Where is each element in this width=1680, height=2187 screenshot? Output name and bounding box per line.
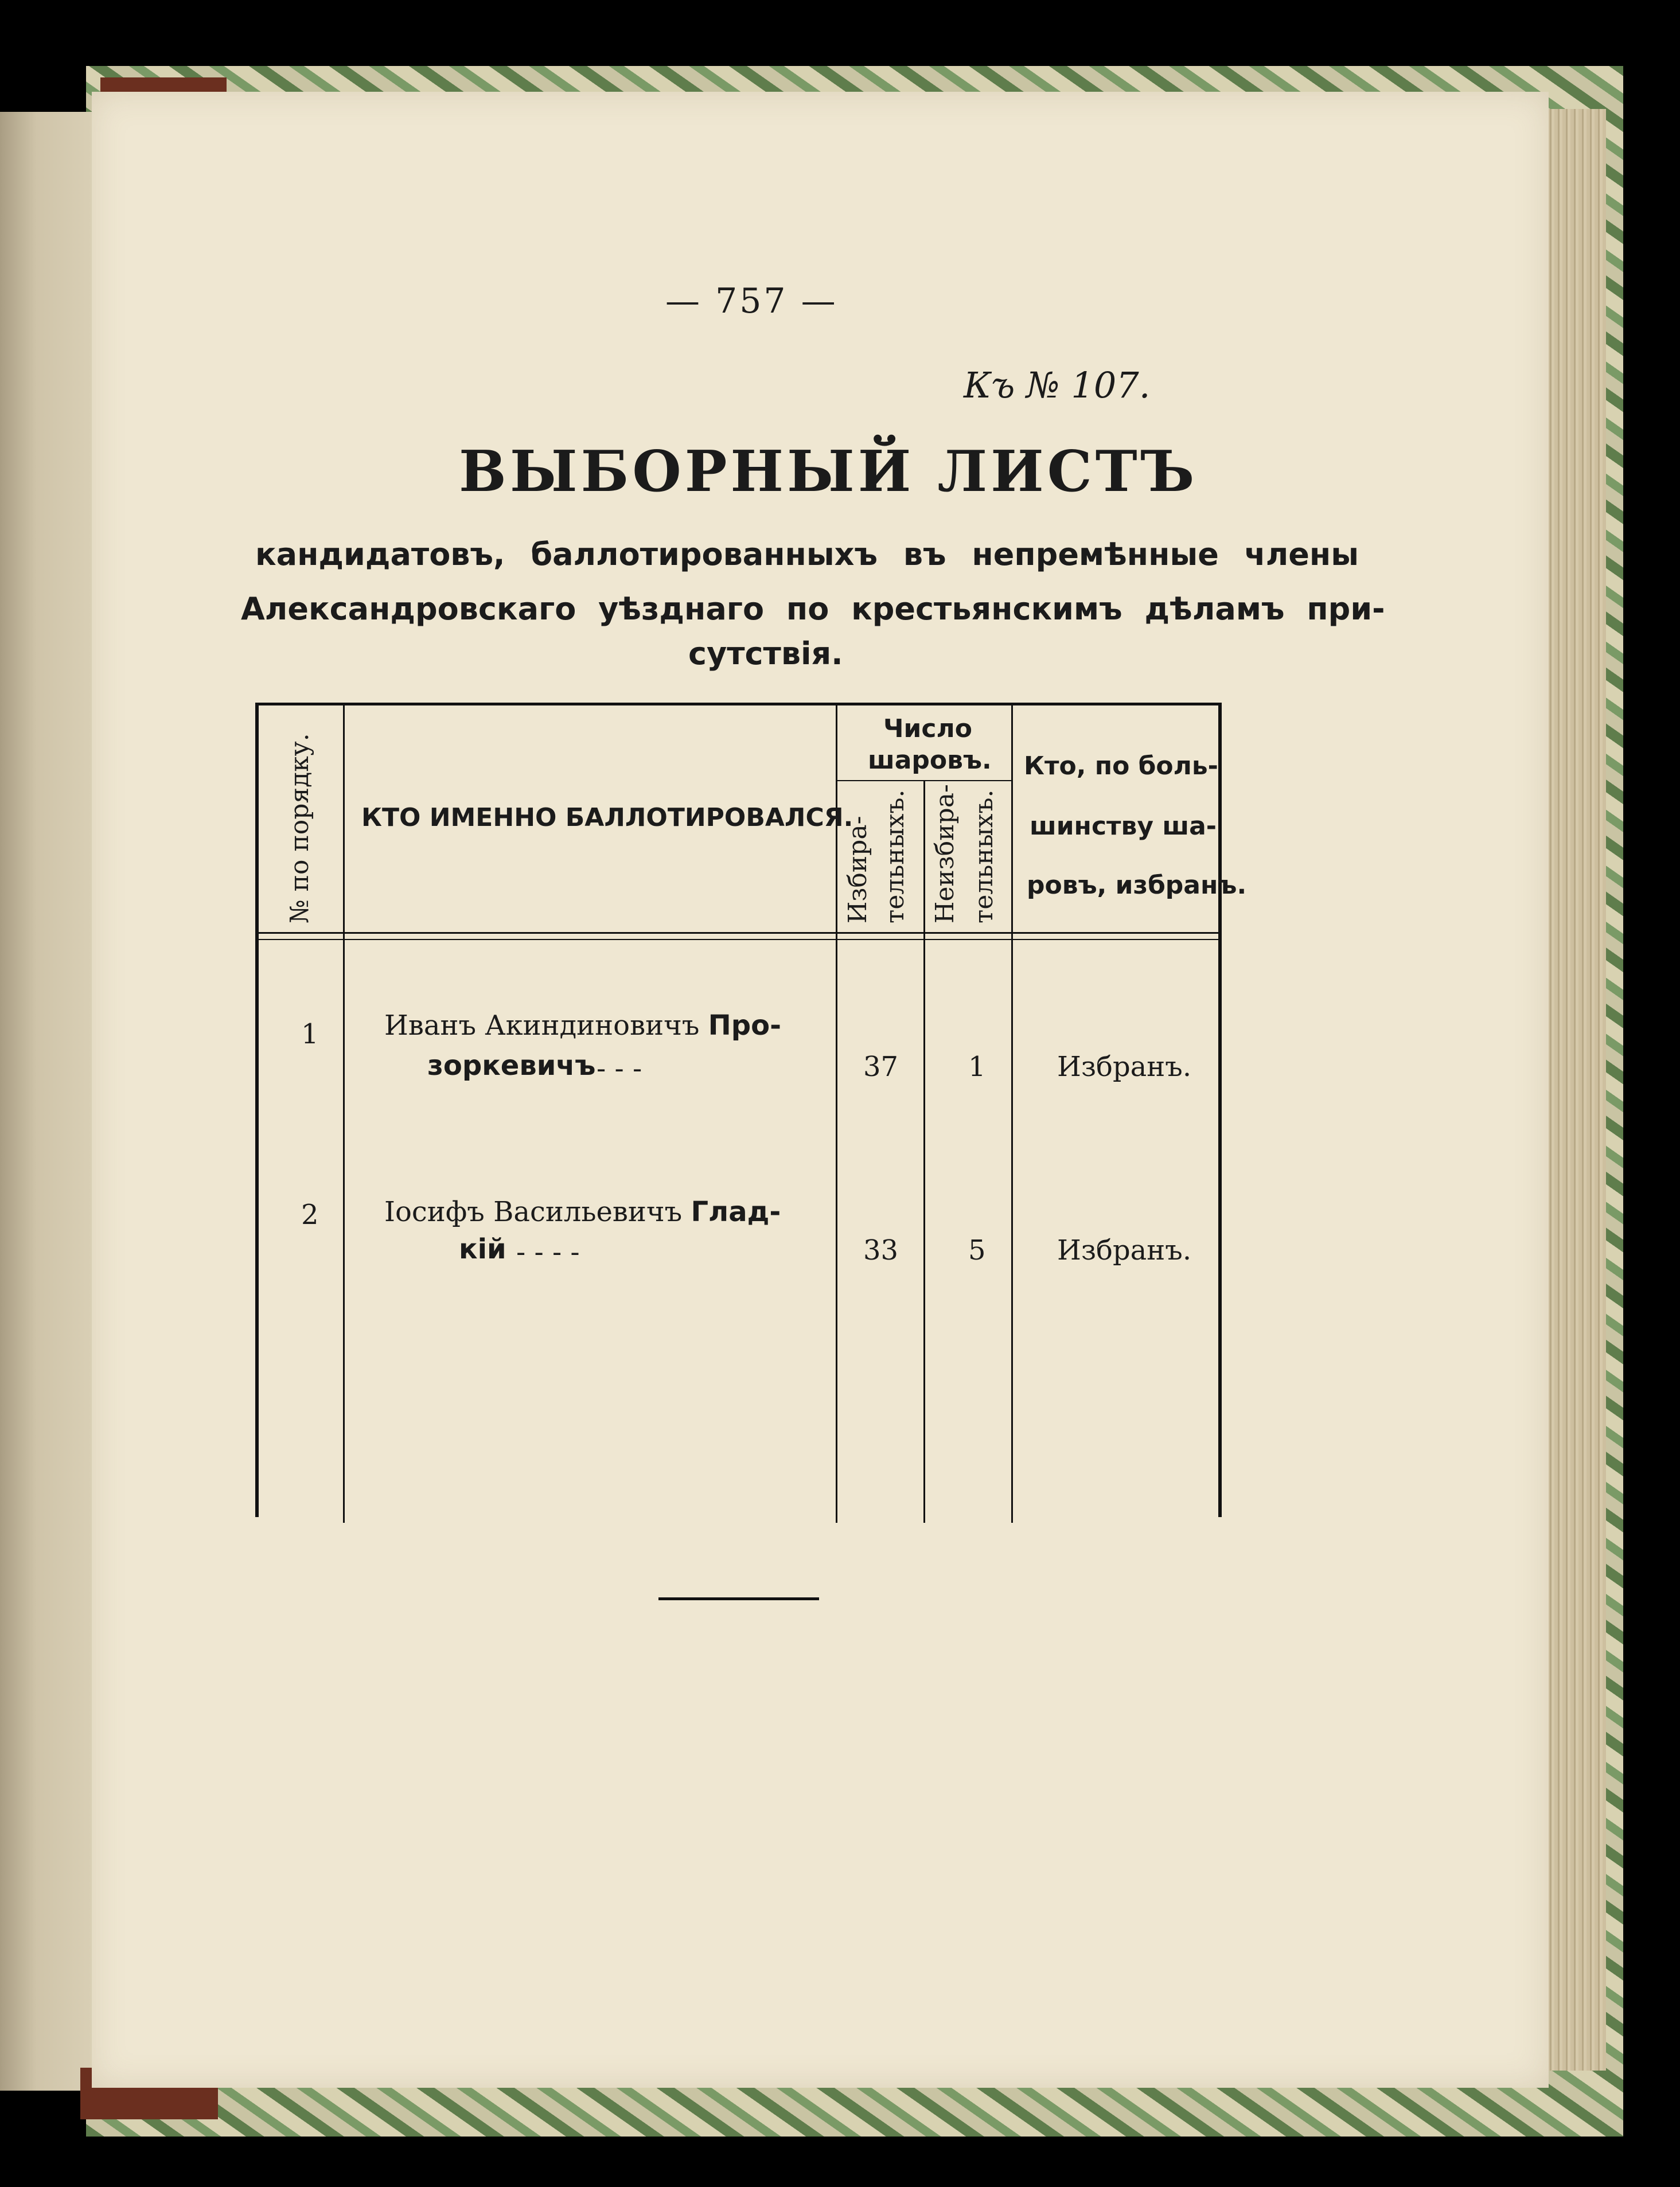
elective-balls: 33 xyxy=(863,1234,899,1266)
dash-leaders: - - - - xyxy=(516,1236,580,1268)
left-page-edge xyxy=(0,112,92,2091)
candidate-name-plain: Іосифъ Васильевичъ xyxy=(384,1196,683,1228)
document-page xyxy=(92,92,1549,2088)
document-title: ВЫБОРНЫЙ ЛИСТЪ xyxy=(459,439,1198,505)
header-nonelect-1: Неизбира- xyxy=(930,784,960,923)
row-number: 2 xyxy=(301,1199,319,1231)
col-divider-4 xyxy=(1011,703,1013,1523)
header-elect-1: Избира- xyxy=(843,816,872,923)
candidate-surname: кій xyxy=(459,1233,506,1265)
subtitle-line-2: Александровскаго уѣзднаго по крестьянскимъ дѣламъ при- xyxy=(241,591,1385,627)
dash-leaders: - - - xyxy=(597,1052,642,1085)
elective-balls: 37 xyxy=(863,1051,899,1083)
table-left-border xyxy=(255,703,259,1517)
header-balls-1: Число xyxy=(883,714,972,743)
row-number: 1 xyxy=(301,1018,319,1050)
candidate-name-bold: Глад- xyxy=(691,1196,781,1228)
candidate-name-bold: Про- xyxy=(708,1009,782,1042)
table-right-border xyxy=(1218,703,1222,1517)
header-majority-3: ровъ, избранъ. xyxy=(1027,871,1247,900)
header-majority-1: Кто, по боль- xyxy=(1024,751,1218,781)
col-divider-3 xyxy=(923,781,925,1523)
col-divider-1 xyxy=(343,703,345,1523)
header-balls-2: шаровъ. xyxy=(868,746,992,775)
header-bottom-rule xyxy=(255,932,1222,934)
candidate-name-plain: Иванъ Акиндиновичъ xyxy=(384,1009,700,1042)
nonelective-balls: 1 xyxy=(968,1051,986,1083)
page-number: — 757 — xyxy=(665,281,838,321)
election-result: Избранъ. xyxy=(1057,1234,1192,1266)
header-number: № по порядку. xyxy=(285,733,314,923)
table-top-rule xyxy=(255,703,1222,705)
header-majority-2: шинству ша- xyxy=(1030,812,1217,841)
subtitle-line-1: кандидатовъ, баллотированныхъ въ непремѣнные члены xyxy=(255,536,1359,572)
header-bottom-rule-2 xyxy=(255,939,1222,940)
candidate-name xyxy=(384,1009,781,1042)
nonelective-balls: 5 xyxy=(968,1234,986,1266)
candidate-surname: зоркевичъ xyxy=(427,1050,596,1082)
header-who: КТО ИМЕННО БАЛЛОТИРОВАЛСЯ. xyxy=(361,803,853,832)
header-elect-2: тельныхъ. xyxy=(880,789,910,923)
subtitle-line-3: сутствія. xyxy=(688,636,843,672)
reference-number: Къ № 107. xyxy=(964,364,1151,406)
closing-rule xyxy=(658,1597,819,1600)
header-nonelect-2: тельныхъ. xyxy=(969,789,999,923)
election-result: Избранъ. xyxy=(1057,1051,1192,1083)
candidate-name xyxy=(384,1196,781,1228)
